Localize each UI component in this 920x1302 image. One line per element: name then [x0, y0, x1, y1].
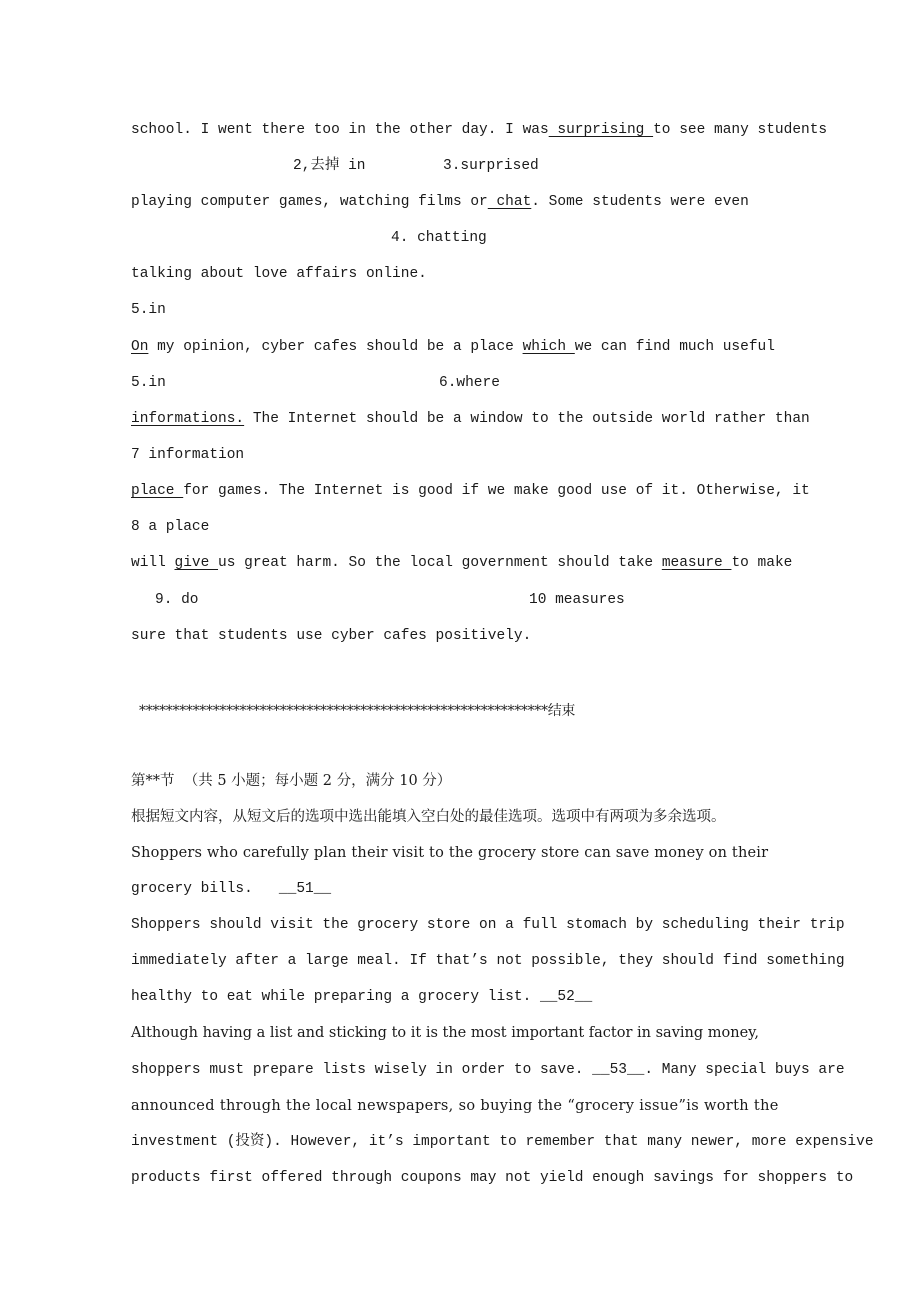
reading-line-3: Shoppers should visit the grocery store on a full stomach by scheduling their trip	[131, 917, 845, 933]
passage-line-6: place for games. The Internet is good if we make good use of it. Otherwise, it	[131, 483, 810, 499]
section-title: 第**节 （共 5 小题；每小题 2 分，满分 10 分）	[131, 773, 452, 789]
end-marker: *************************************************************结束	[139, 703, 576, 719]
reading-line-9: investment (投资). However, it’s important to remember that many newer, more expensive	[131, 1134, 874, 1150]
correction-8: 8 a place	[131, 519, 210, 535]
reading-line-6: Although having a list and sticking to it is the most important factor in saving money,	[131, 1025, 760, 1041]
correction-2: 2,去掉 in	[293, 158, 366, 174]
correction-7: 7 information	[131, 447, 245, 463]
correction-9: 9. do	[155, 592, 199, 608]
section-instruction: 根据短文内容，从短文后的选项中选出能填入空白处的最佳选项。选项中有两项为多余选项。	[131, 809, 726, 825]
passage-line-4: On my opinion, cyber cafes should be a place which we can find much useful	[131, 339, 775, 355]
reading-line-8: announced through the local newspapers, so buying the “grocery issue”is worth the	[131, 1098, 779, 1114]
reading-line-1: Shoppers who carefully plan their visit to the grocery store can save money on their	[131, 845, 769, 861]
passage-line-5: informations. The Internet should be a window to the outside world rather than	[131, 411, 810, 427]
passage-line-7: will give us great harm. So the local government should take measure to make	[131, 555, 793, 571]
reading-line-2: grocery bills. __51__	[131, 881, 332, 897]
reading-line-10: products first offered through coupons may not yield enough savings for shoppers to	[131, 1170, 854, 1186]
reading-line-7: shoppers must prepare lists wisely in order to save. __53__. Many special buys are	[131, 1062, 845, 1078]
correction-5b: 5.in	[131, 375, 166, 391]
correction-4: 4. chatting	[391, 230, 487, 246]
correction-6: 6.where	[439, 375, 500, 391]
passage-line-8: sure that students use cyber cafes positively.	[131, 628, 532, 644]
reading-line-5: healthy to eat while preparing a grocery list. __52__	[131, 989, 593, 1005]
passage-line-1: school. I went there too in the other day. I was surprising to see many students	[131, 122, 828, 138]
correction-5a: 5.in	[131, 302, 166, 318]
passage-line-2: playing computer games, watching films or chat. Some students were even	[131, 194, 749, 210]
passage-line-3: talking about love affairs online.	[131, 266, 427, 282]
reading-line-4: immediately after a large meal. If that’s not possible, they should find something	[131, 953, 845, 969]
correction-3: 3.surprised	[443, 158, 539, 174]
correction-10: 10 measures	[529, 592, 625, 608]
